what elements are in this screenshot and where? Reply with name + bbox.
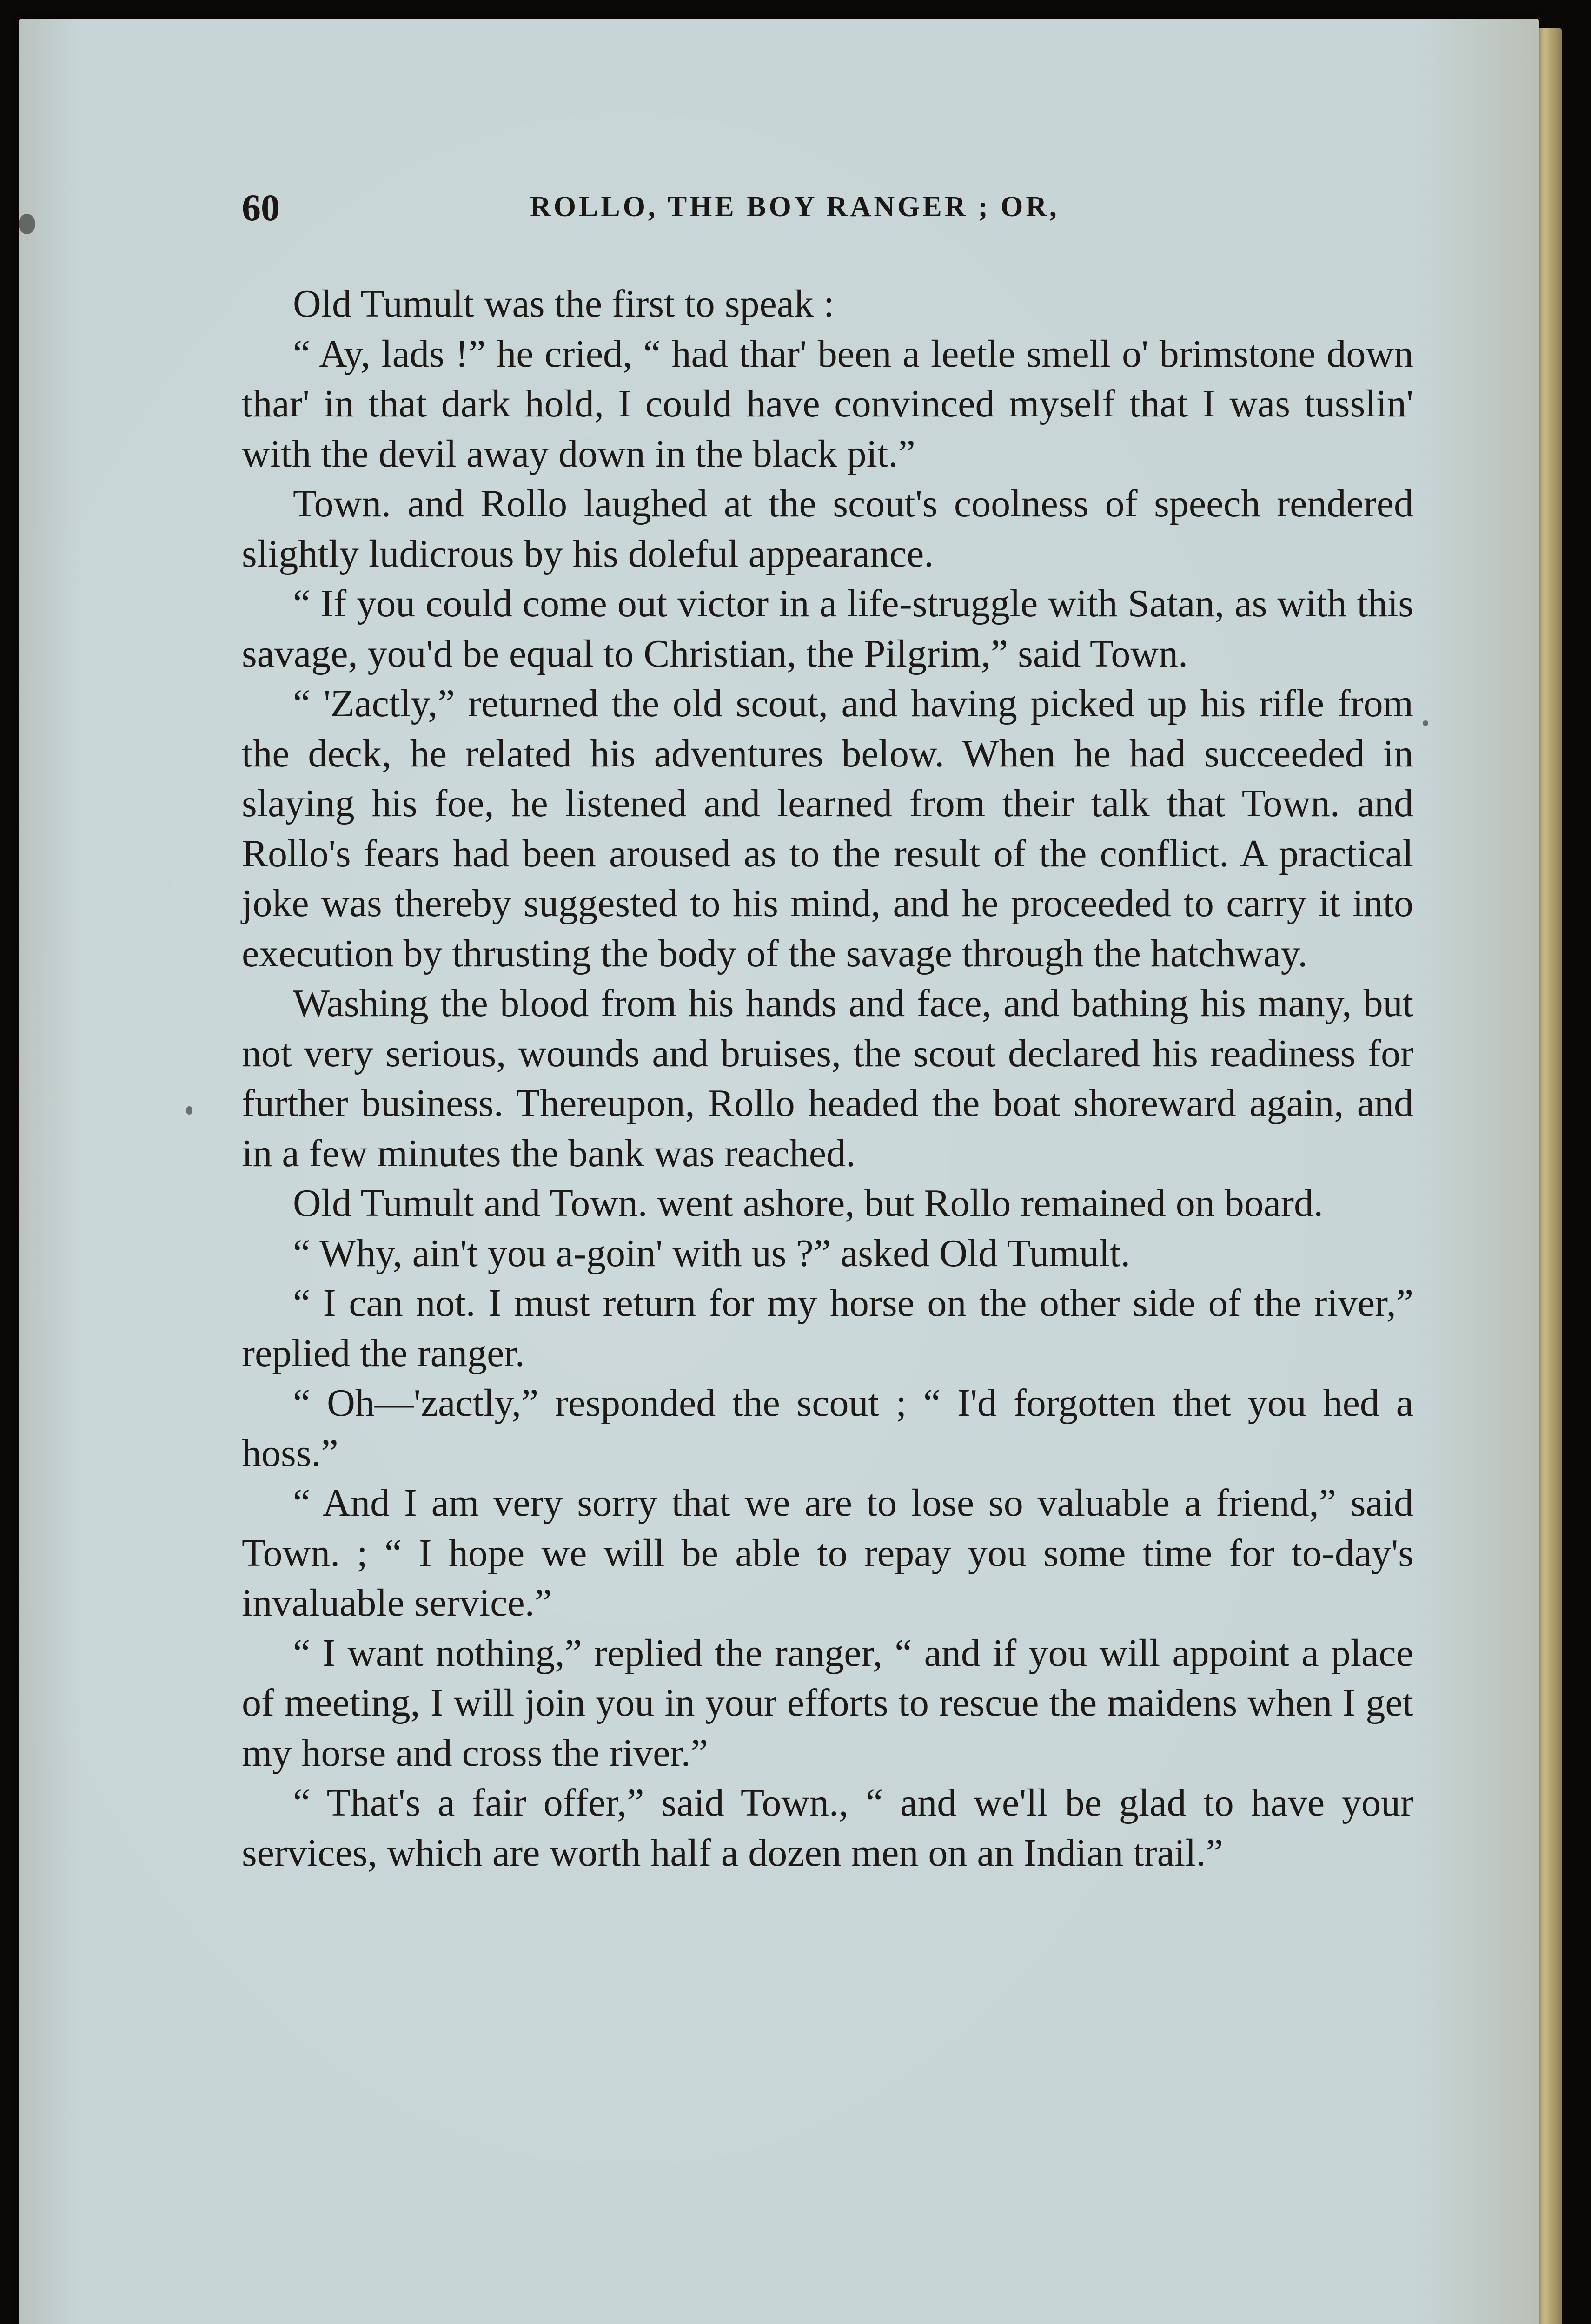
paragraph: “ Oh—'zactly,” responded the scout ; “ I'd forgotten thet you hed a hoss.” — [242, 1381, 1413, 1475]
ink-spot — [186, 1106, 192, 1115]
paragraph: “ Ay, lads !” he cried, “ had thar' been a leetle smell o' brimstone down thar' in that dark hold, I could have convinced myself that I was tusslin' with the devil away down in the black pit.” — [242, 332, 1413, 475]
body-text — [242, 279, 1413, 1878]
paragraph: Washing the blood from his hands and face, and bathing his many, but not very serious, wounds and bruises, the scout declared his readiness for further business. Thereupon, Rollo headed the boat shoreward again, and in a few minutes the bank was reached. — [242, 982, 1413, 1175]
paragraph: Town. and Rollo laughed at the scout's coolness of speech rendered slightly ludicrous by his doleful appearance. — [242, 482, 1413, 575]
binding-shadow — [1562, 0, 1591, 2324]
paragraph: “ I can not. I must return for my horse on the other side of the river,” replied the ranger. — [242, 1281, 1413, 1375]
paragraph: Old Tumult was the first to speak : — [293, 282, 835, 325]
paragraph: “ 'Zactly,” returned the old scout, and having picked up his rifle from the deck, he related his adventures below. When he had succeeded in slaying his foe, he listened and learned from their talk that Town. and Rollo's fears had been aroused as to the result of the conflict. A practical joke was thereby suggested to his mind, and he proceeded to carry it into execution by thrusting the body of the savage through the hatchway. — [242, 682, 1413, 975]
ink-spot — [19, 214, 35, 234]
paragraph: “ That's a fair offer,” said Town., “ and we'll be glad to have your services, which are worth half a dozen men on an Indian trail.” — [242, 1781, 1413, 1875]
paragraph: “ If you could come out victor in a life-struggle with Satan, as with this savage, you'd be equal to Christian, the Pilgrim,” said Town. — [242, 582, 1413, 675]
page-number: 60 — [242, 186, 280, 229]
paragraph: Old Tumult and Town. went ashore, but Rollo remained on board. — [293, 1182, 1324, 1225]
paragraph: “ And I am very sorry that we are to lose so valuable a friend,” said Town. ; “ I hope we will be able to repay you some time for to-day's invaluable service.” — [242, 1481, 1413, 1624]
running-title: ROLLO, THE BOY RANGER ; OR, — [530, 191, 1060, 223]
paragraph: “ I want nothing,” replied the ranger, “ and if you will appoint a place of meeting, I will join you in your efforts to rescue the maidens when I get my horse and cross the river.” — [242, 1631, 1413, 1775]
ink-spot — [1423, 720, 1428, 726]
paragraph: “ Why, ain't you a-goin' with us ?” asked Old Tumult. — [293, 1231, 1131, 1275]
page-header — [242, 186, 1432, 242]
